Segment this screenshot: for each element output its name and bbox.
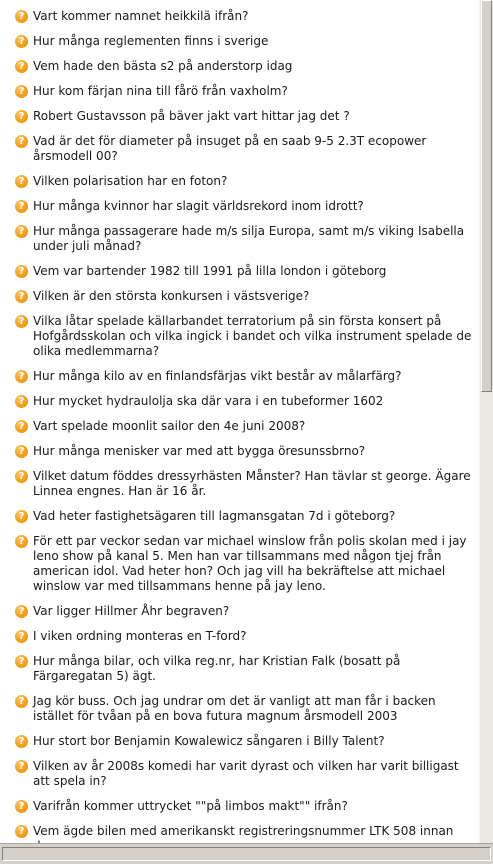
question-list-item[interactable] [0,734,480,749]
question-list-item[interactable] [0,694,480,724]
question-link[interactable]: Varifrån kommer uttrycket ""på limbos makt"" ifrån? [33,799,348,813]
question-link[interactable]: Vilka låtar spelade källarbandet terratorium på sin första konsert på Hofgårdsskolan och vilka ingick i bandet och vilka instrument spelade de olika medlemmarna? [33,314,472,358]
question-mark-icon: ? [15,135,28,148]
question-list-item[interactable] [0,654,480,684]
question-link[interactable]: Hur många bilar, och vilka reg.nr, har Kristian Falk (bosatt på Färgaregatan 5) ägt. [33,654,401,683]
question-mark-icon: ? [15,760,28,773]
question-mark-icon: ? [15,445,28,458]
question-list-item[interactable] [0,604,480,619]
question-list-item[interactable] [0,84,480,99]
question-mark-icon: ? [15,630,28,643]
question-link[interactable]: Vart kommer namnet heikkilä ifrån? [33,9,249,23]
question-list-item[interactable] [0,9,480,24]
question-link[interactable]: Hur kom färjan nina till fårö från vaxholm? [33,84,288,98]
status-bar [0,843,493,864]
question-mark-icon: ? [15,735,28,748]
question-link[interactable]: Hur mycket hydraulolja ska där vara i en tubeformer 1602 [33,394,384,408]
question-mark-icon: ? [15,265,28,278]
question-list-item[interactable] [0,109,480,124]
question-mark-icon: ? [15,420,28,433]
scrollbar-thumb[interactable] [481,0,492,392]
question-link[interactable]: Vem var bartender 1982 till 1991 på lilla london i göteborg [33,264,387,278]
question-link[interactable]: Vilken polarisation har en foton? [33,174,228,188]
question-mark-icon: ? [15,395,28,408]
question-mark-icon: ? [15,470,28,483]
status-bar-panel [2,847,491,861]
question-link[interactable]: Vart spelade moonlit sailor den 4e juni 2008? [33,419,306,433]
question-mark-icon: ? [15,10,28,23]
question-link[interactable]: Vem ägde bilen med amerikanskt registreringsnummer LTK 508 innan [33,824,454,838]
question-mark-icon: ? [15,175,28,188]
question-link[interactable]: Hur stort bor Benjamin Kowalewicz sångaren i Billy Talent? [33,734,385,748]
question-list-item[interactable] [0,469,480,499]
question-list-item[interactable] [0,444,480,459]
question-list-item[interactable] [0,289,480,304]
question-list-item[interactable] [0,629,480,644]
question-list-item[interactable] [0,314,480,359]
question-list-item[interactable] [0,509,480,524]
question-mark-icon: ? [15,200,28,213]
question-link[interactable]: Vilket datum föddes dressyrhästen Månster? Han tävlar st george. Ägare Linnea engnes. Han är 16 år. [33,469,471,498]
question-list-item[interactable] [0,799,480,814]
question-mark-icon: ? [15,535,28,548]
question-link[interactable]: Robert Gustavsson på bäver jakt vart hittar jag det ? [33,109,350,123]
question-link[interactable]: Hur många kvinnor har slagit världsrekord inom idrott? [33,199,364,213]
question-list-item[interactable] [0,134,480,164]
vertical-scrollbar[interactable] [479,0,493,843]
question-mark-icon: ? [15,695,28,708]
question-link[interactable]: Jag kör buss. Och jag undrar om det är vanligt att man får i backen istället för tvåan på en bova futura magnum årsmodell 2003 [33,694,436,723]
question-mark-icon: ? [15,370,28,383]
question-mark-icon: ? [15,85,28,98]
question-list-item[interactable] [0,224,480,254]
question-mark-icon: ? [15,800,28,813]
question-link[interactable]: Hur många menisker var med att bygga öresunssbrno? [33,444,366,458]
question-list-item[interactable] [0,34,480,49]
question-link[interactable]: Vem hade den bästa s2 på anderstorp idag [33,59,293,73]
question-link[interactable]: I viken ordning monteras en T-ford? [33,629,247,643]
question-link[interactable]: Vilken av år 2008s komedi har varit dyrast och vilken har varit billigast att spela in? [33,759,459,788]
question-link[interactable]: För ett par veckor sedan var michael winslow från polis skolan med i jay leno show på kanal 5. Men han var tillsammans med någon tjej från american idol. Vad heter hon? Och jag vill ha bekräftelse att michael winslow var med tillsammans henne på jay leno. [33,534,467,593]
question-link[interactable]: Var ligger Hillmer Åhr begraven? [33,604,230,618]
question-mark-icon: ? [15,60,28,73]
question-mark-icon: ? [15,225,28,238]
question-mark-icon: ? [15,605,28,618]
question-list-item[interactable] [0,419,480,434]
question-list-item[interactable] [0,264,480,279]
question-link[interactable]: Vad är det för diameter på insuget på en saab 9-5 2.3T ecopower årsmodell 00? [33,134,427,163]
question-list-item[interactable] [0,759,480,789]
question-mark-icon: ? [15,315,28,328]
question-mark-icon: ? [15,290,28,303]
question-mark-icon: ? [15,825,28,838]
question-list-item[interactable] [0,534,480,594]
question-link[interactable]: Hur många passagerare hade m/s silja Europa, samt m/s viking Isabella under juli månad? [33,224,465,253]
question-mark-icon: ? [15,510,28,523]
question-link[interactable]: Hur många kilo av en finlandsfärjas vikt består av målarfärg? [33,369,402,383]
question-link[interactable]: Vad heter fastighetsägaren till lagmansgatan 7d i göteborg? [33,509,396,523]
question-list-item[interactable] [0,199,480,214]
question-list-item[interactable] [0,59,480,74]
question-list-item[interactable] [0,174,480,189]
question-link[interactable]: Hur många reglementen finns i sverige [33,34,269,48]
question-mark-icon: ? [15,655,28,668]
question-list-item[interactable] [0,394,480,409]
question-mark-icon: ? [15,35,28,48]
question-list-item[interactable] [0,369,480,384]
question-link[interactable]: Vilken är den största konkursen i västsverige? [33,289,310,303]
question-mark-icon: ? [15,110,28,123]
